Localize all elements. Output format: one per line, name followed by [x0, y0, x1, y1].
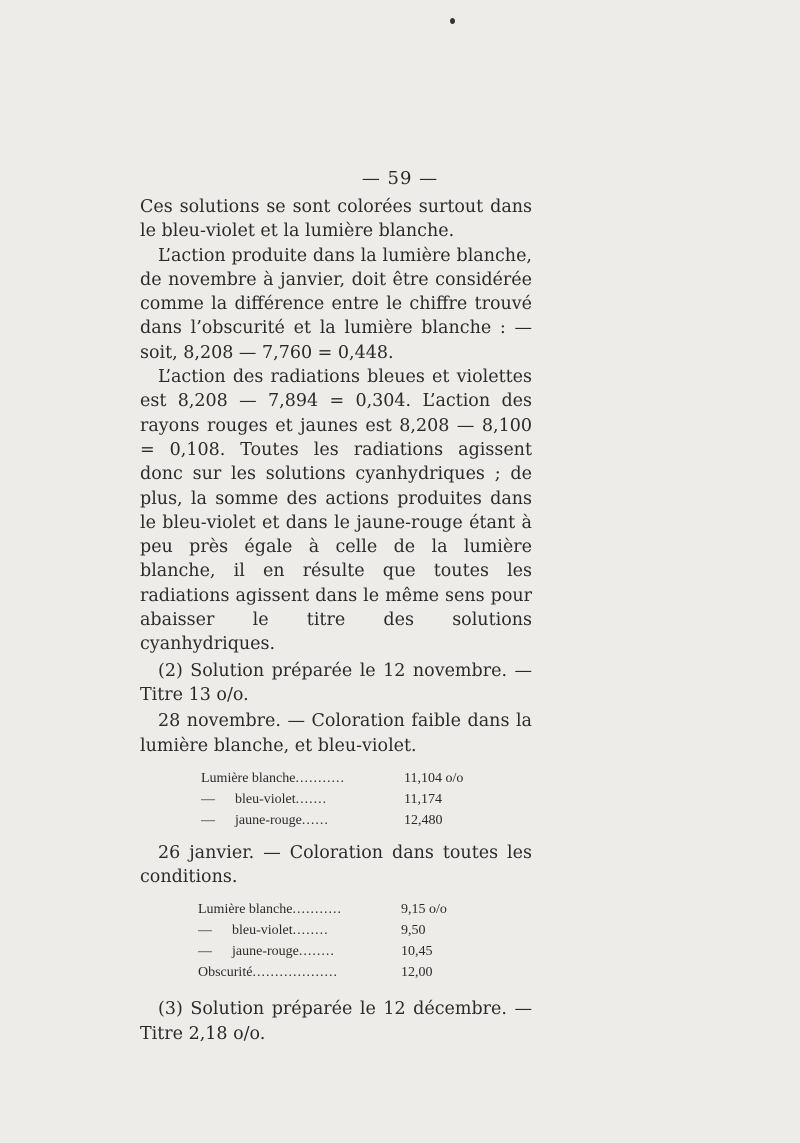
table-row	[201, 768, 463, 789]
table-row	[198, 941, 447, 962]
row-label: bleu-violet	[235, 791, 296, 807]
page-number: — 59 —	[361, 168, 439, 189]
row-value: 11,104 o/o	[404, 770, 464, 786]
table-row	[201, 810, 463, 831]
ditto-mark: —	[201, 812, 215, 828]
table-row	[198, 962, 447, 983]
ink-speck	[450, 18, 455, 24]
ditto-mark: —	[201, 791, 215, 807]
table-row	[198, 899, 447, 920]
table-row	[201, 789, 463, 810]
row-value: 12,480	[404, 812, 443, 828]
paragraph-last: (3) Solution préparée le 12 décembre. — Titre 2,18 o/o.	[140, 999, 532, 1044]
row-value: 10,45	[401, 944, 433, 960]
row-value: 9,15 o/o	[401, 902, 447, 918]
row-label: jaune-rouge	[235, 812, 302, 828]
measurements-table-january	[198, 899, 447, 983]
leader-dots: ......	[301, 812, 329, 828]
ditto-mark: —	[198, 944, 212, 960]
row-label: jaune-rouge	[232, 944, 299, 960]
paragraph-4: (2) Solution préparée le 12 novembre. — Titre 13 o/o.	[140, 660, 532, 705]
leader-dots: ........	[292, 923, 329, 939]
body-text	[140, 195, 532, 1046]
paragraph-january: 26 janvier. — Coloration dans toutes les conditions.	[140, 842, 532, 888]
leader-dots: .......	[295, 791, 328, 807]
row-label: Obscurité	[198, 965, 253, 981]
paragraph-3: L’action des radiations bleues et violettes est 8,208 — 7,894 = 0,304. L’action des rayons rouges et jaunes est 8,208 — 8,100 = 0,108. Toutes les radiations agissent donc sur les solutions cyanhydriques ; de plus, la somme des actions produites dans le bleu-violet et dans le jaune-rouge étant à peu près égale à celle de la lumière blanche, il en résulte que toutes les radiations agissent dans le même sens pour abaisser le titre des solutions cyanhydriques.	[140, 367, 532, 655]
leader-dots: ........	[298, 944, 335, 960]
row-value: 11,174	[404, 791, 442, 807]
paragraph-5: 28 novembre. — Coloration faible dans la lumière blanche, et bleu-violet.	[140, 711, 532, 756]
paragraph-1: Ces solutions se sont colorées surtout dans le bleu-violet et la lumière blanche.	[140, 197, 532, 242]
row-label: Lumière blanche	[201, 770, 296, 786]
leader-dots: ...................	[252, 965, 338, 981]
row-value: 9,50	[401, 923, 426, 939]
table-row	[198, 920, 447, 941]
measurements-table-november	[201, 768, 463, 831]
row-label: bleu-violet	[232, 923, 293, 939]
row-value: 12,00	[401, 965, 433, 981]
leader-dots: ...........	[292, 902, 342, 918]
ditto-mark: —	[198, 923, 212, 939]
row-label: Lumière blanche	[198, 902, 293, 918]
leader-dots: ...........	[295, 770, 345, 786]
paragraph-2: L’action produite dans la lumière blanche, de novembre à janvier, doit être considérée comme la différence entre le chiffre trouvé dans l’obscurité et la lumière blanche : — soit, 8,208 — 7,760 = 0,448.	[140, 245, 532, 363]
